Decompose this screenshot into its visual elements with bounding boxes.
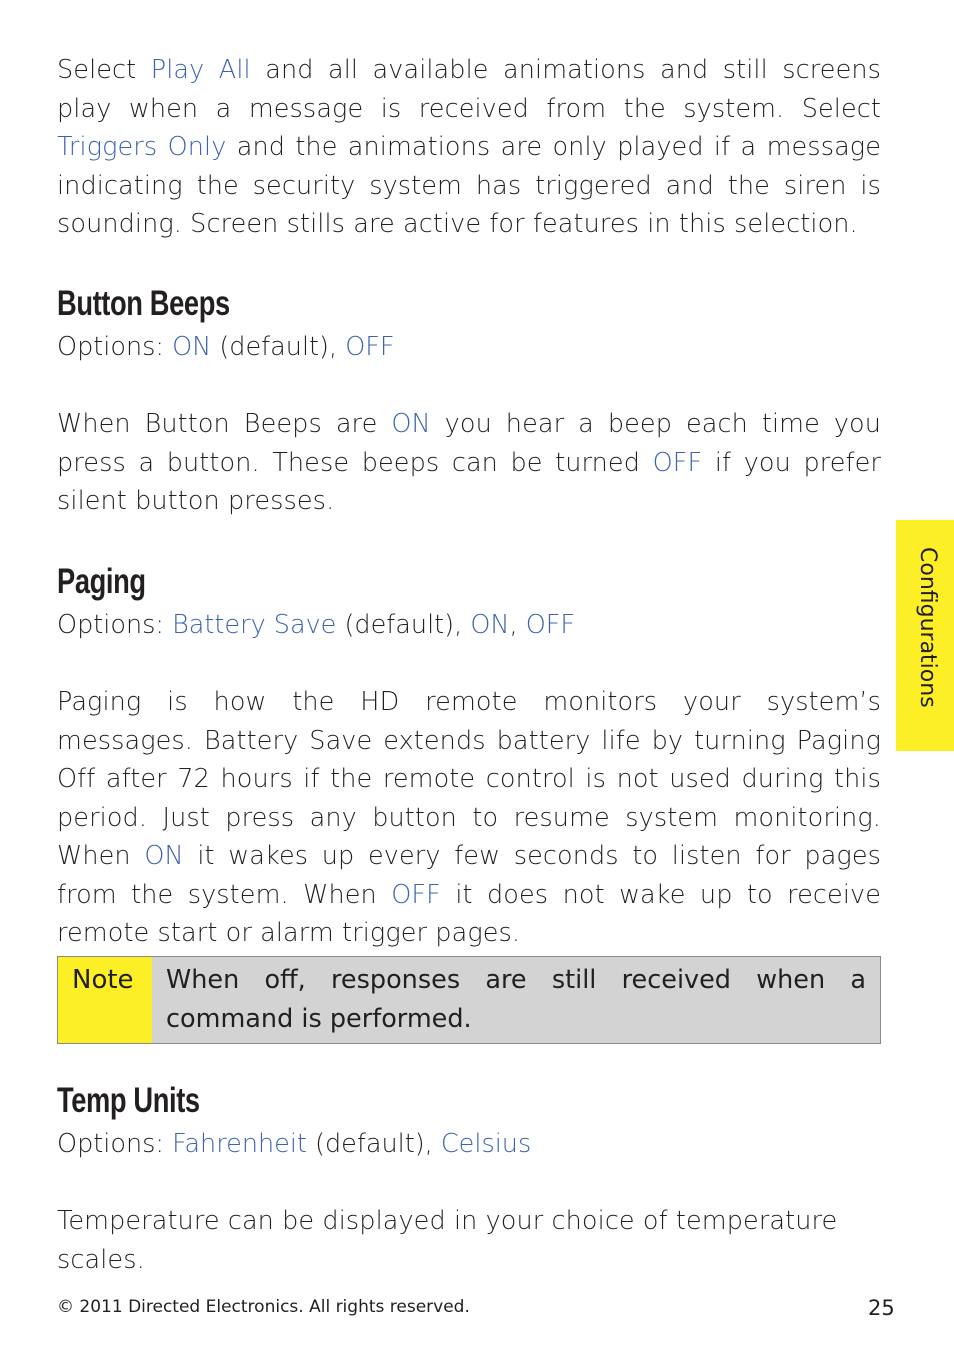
side-tab-label: Configurations [915,547,940,708]
paging-text-3: it does not wake up to receive remote start or alarm trigger pages. [57,879,881,948]
note-box [57,956,881,1044]
option-off: OFF [345,332,395,362]
off-term: OFF [652,447,703,478]
option-fahrenheit: Fahrenheit [172,1129,307,1159]
options-separator: (default), [211,332,346,362]
paging-text-2: it wakes up every few seconds to listen for pages from the system. When [57,841,881,910]
option-on: ON [470,610,510,640]
button-beeps-text-2: you hear a beep each time you press a button. These beeps can be turned [57,409,881,478]
triggers-only-term: Triggers Only [57,132,227,162]
option-on: ON [172,332,212,362]
options-separator: (default), [306,1129,441,1159]
button-beeps-text-1: When Button Beeps are [57,409,392,439]
options-label: Options: [57,332,173,362]
intro-text-2: and all available animations and still screens play when a message is received from the system. Select [57,55,881,124]
button-beeps-options [57,328,395,366]
page-number: 25 [868,1296,895,1320]
note-label: Note [72,965,134,995]
paging-paragraph [57,683,881,953]
options-separator: (default), [336,610,471,640]
intro-text-3: and the animations are only played if a message indicating the security system has triggered and the siren is sounding. Screen stills are active for features in this selection. [57,132,881,239]
button-beeps-heading: Button Beeps [57,284,230,323]
button-beeps-paragraph [57,405,881,521]
options-label: Options: [57,610,173,640]
play-all-term: Play All [150,55,251,85]
options-separator: , [509,610,526,640]
option-off: OFF [525,610,576,640]
off-term: OFF [391,879,441,910]
copyright-footer: © 2011 Directed Electronics. All rights reserved. [57,1297,470,1317]
temp-units-paragraph: Temperature can be displayed in your choice of temperature scales. [57,1206,838,1275]
temp-units-options [57,1125,531,1163]
note-text: When off, responses are still received when a command is performed. [166,965,866,1034]
on-term: ON [391,409,431,439]
button-beeps-text-3: if you prefer silent button presses. [57,447,881,516]
paging-text-1: Paging is how the HD remote monitors your system’s messages. Battery Save extends battery life by turning Paging Off after 72 hours if the remote control is not used during this period. Just press any button to resume system monitoring. When [57,687,881,871]
option-battery-save: Battery Save [172,610,337,640]
note-label-box [58,957,152,1043]
paging-heading: Paging [57,562,146,601]
options-label: Options: [57,1129,173,1159]
intro-text-1: Select [57,55,151,85]
section-side-tab [896,520,954,751]
paging-options [57,606,575,644]
temp-units-heading: Temp Units [57,1081,200,1120]
intro-paragraph [57,51,881,244]
option-celsius: Celsius [440,1129,532,1159]
on-term: ON [144,841,184,871]
